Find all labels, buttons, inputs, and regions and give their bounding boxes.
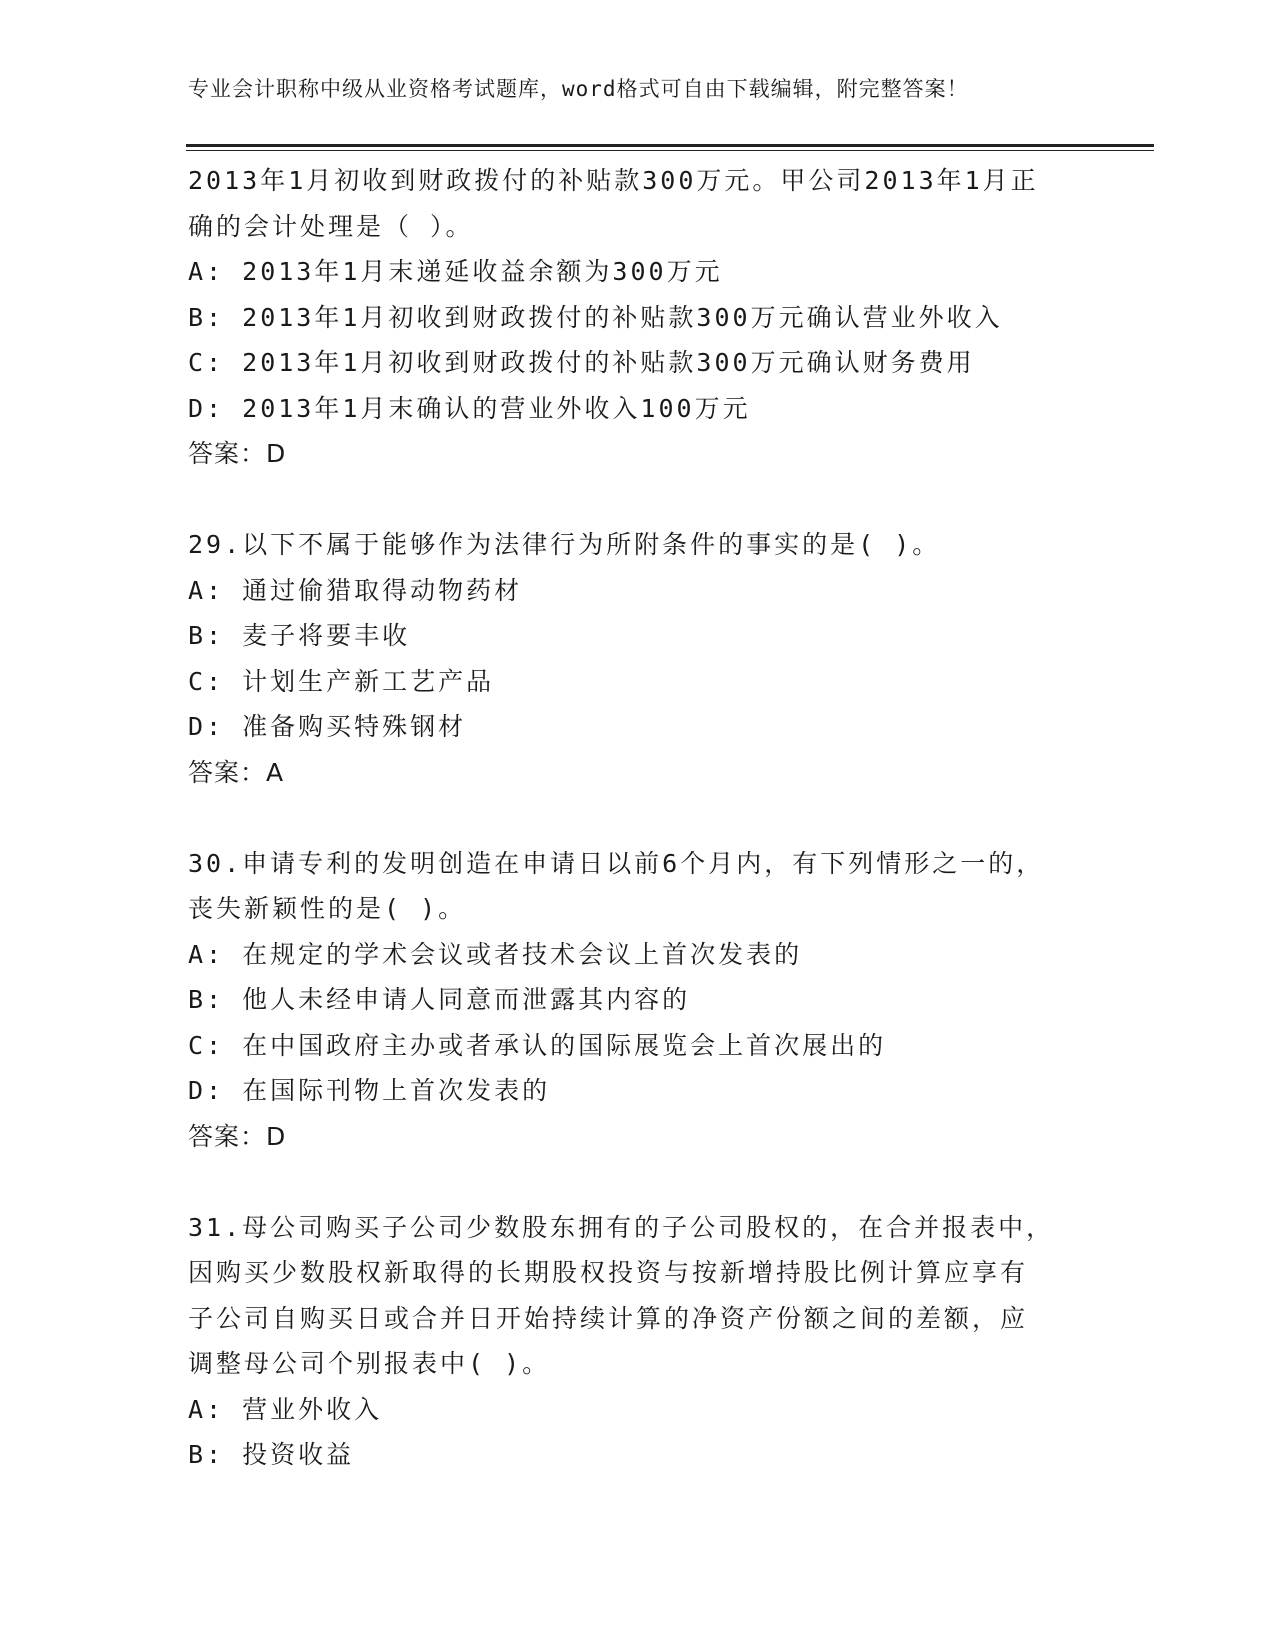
question-30 [188, 841, 1148, 1160]
page-header: 专业会计职称中级从业资格考试题库，word格式可自由下载编辑，附完整答案！ [188, 77, 969, 101]
question-stem-line: 2013年1月初收到财政拨付的补贴款300万元。甲公司2013年1月正 [188, 166, 1039, 195]
header-rule-thick [186, 144, 1154, 147]
option-c: C: 在中国政府主办或者承认的国际展览会上首次展出的 [188, 1030, 887, 1060]
option-b: B: 麦子将要丰收 [188, 621, 411, 650]
option-c: C: 2013年1月初收到财政拨付的补贴款300万元确认财务费用 [188, 348, 975, 377]
question-stem-line: 丧失新颖性的是( )。 [188, 894, 467, 923]
question-stem-line: 因购买少数股权新取得的长期股权投资与按新增持股比例计算应享有 [188, 1258, 1029, 1287]
question-stem-line: 调整母公司个别报表中( )。 [188, 1349, 551, 1378]
spacer [188, 1159, 1148, 1205]
question-stem-line: 30.申请专利的发明创造在申请日以前6个月内，有下列情形之一的， [188, 848, 1045, 878]
option-a: A: 2013年1月末递延收益余额为300万元 [188, 257, 723, 286]
answer-line: 答案：D [188, 1121, 287, 1151]
option-d: D: 在国际刊物上首次发表的 [188, 1076, 551, 1105]
option-d: D: 2013年1月末确认的营业外收入100万元 [188, 393, 751, 423]
option-a: A: 在规定的学术会议或者技术会议上首次发表的 [188, 939, 803, 969]
option-a: A: 通过偷猎取得动物药材 [188, 575, 523, 605]
answer-line: 答案：D [188, 439, 287, 468]
question-stem-line: 29.以下不属于能够作为法律行为所附条件的事实的是( )。 [188, 530, 941, 559]
question-31 [188, 1205, 1148, 1478]
spacer [188, 477, 1148, 523]
question-28 [188, 158, 1148, 477]
question-stem-line: 确的会计处理是（ ）。 [188, 211, 474, 241]
answer-line: 答案：A [188, 757, 285, 787]
option-b: B: 投资收益 [188, 1440, 355, 1469]
header-rule-thin [186, 150, 1154, 151]
option-b: B: 他人未经申请人同意而泄露其内容的 [188, 985, 691, 1014]
option-d: D: 准备购买特殊钢材 [188, 712, 467, 741]
question-stem-line: 子公司自购买日或合并日开始持续计算的净资产份额之间的差额，应 [188, 1303, 1029, 1333]
question-stem-line: 31.母公司购买子公司少数股东拥有的子公司股权的，在合并报表中， [188, 1212, 1055, 1242]
question-29 [188, 522, 1148, 795]
question-list [188, 158, 1148, 1478]
option-b: B: 2013年1月初收到财政拨付的补贴款300万元确认营业外收入 [188, 302, 1003, 332]
option-a: A: 营业外收入 [188, 1394, 383, 1424]
spacer [188, 795, 1148, 841]
option-c: C: 计划生产新工艺产品 [188, 666, 495, 696]
